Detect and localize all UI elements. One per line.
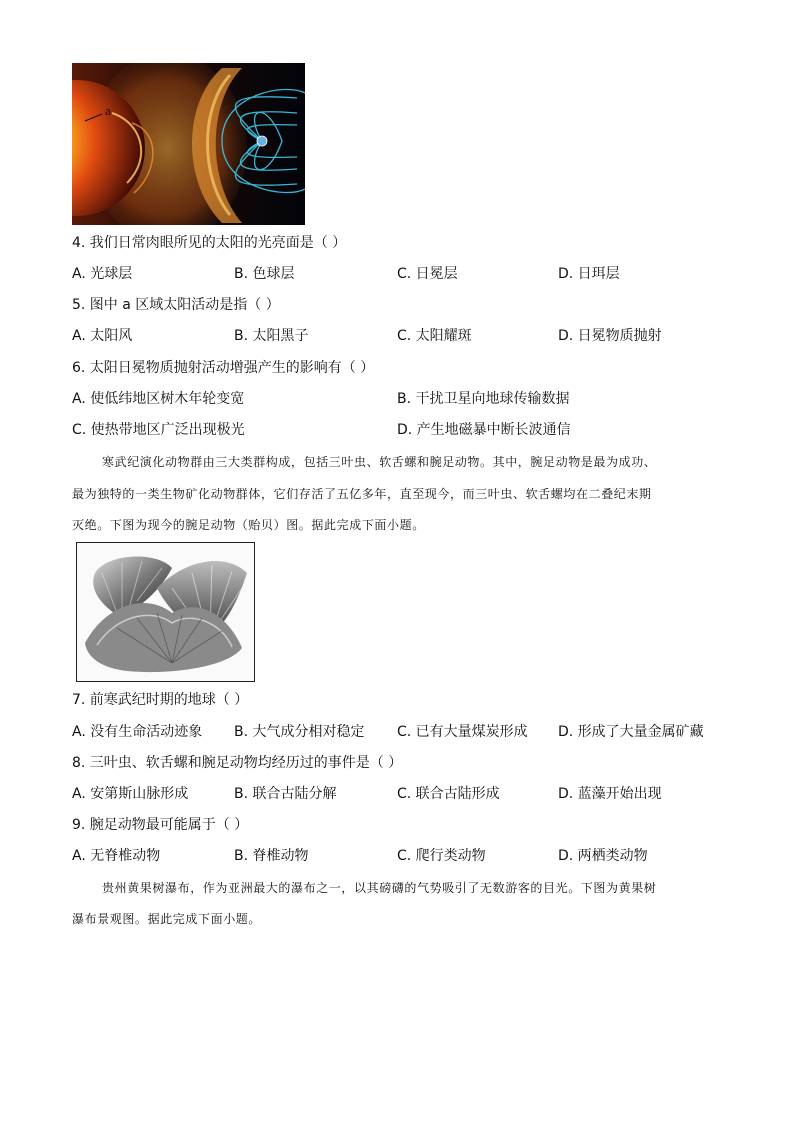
sun-magnetosphere-illustration [72, 63, 305, 225]
brachiopod-shell-illustration [77, 543, 254, 681]
question-4-option-c[interactable]: C. 日冕层 [397, 266, 458, 282]
passage-1-line-1: 寒武纪演化动物群由三大类群构成，包括三叶虫、软舌螺和腕足动物。其中，腕足动物是最为成功、 [102, 455, 657, 469]
question-5-option-d[interactable]: D. 日冕物质抛射 [558, 328, 662, 344]
question-6-option-b[interactable]: B. 干扰卫星向地球传输数据 [397, 391, 570, 407]
question-7-option-d[interactable]: D. 形成了大量金属矿藏 [558, 724, 704, 740]
question-9-option-b[interactable]: B. 脊椎动物 [234, 848, 309, 864]
question-8-option-d[interactable]: D. 蓝藻开始出现 [558, 786, 662, 802]
question-8-stem: 8. 三叶虫、软舌螺和腕足动物均经历过的事件是（ ） [72, 755, 403, 771]
brachiopod-shell-figure [76, 542, 255, 682]
passage-2-line-2: 瀑布景观图。据此完成下面小题。 [72, 912, 262, 926]
question-5-option-a[interactable]: A. 太阳风 [72, 328, 133, 344]
question-4-option-a[interactable]: A. 光球层 [72, 266, 133, 282]
question-5-stem: 5. 图中 a 区域太阳活动是指（ ） [72, 297, 280, 313]
question-7-option-a[interactable]: A. 没有生命活动迹象 [72, 724, 203, 740]
question-9-stem: 9. 腕足动物最可能属于（ ） [72, 817, 249, 833]
sun-magnetosphere-figure [72, 63, 305, 225]
passage-1-line-3: 灭绝。下图为现今的腕足动物（贻贝）图。据此完成下面小题。 [72, 518, 425, 532]
question-8-option-b[interactable]: B. 联合古陆分解 [234, 786, 337, 802]
question-7-option-b[interactable]: B. 大气成分相对稳定 [234, 724, 365, 740]
passage-1-line-2: 最为独特的一类生物矿化动物群体，它们存活了五亿多年，直至现今，而三叶虫、软舌螺均在二叠纪末期 [72, 487, 652, 501]
question-6-stem: 6. 太阳日冕物质抛射活动增强产生的影响有（ ） [72, 360, 375, 376]
question-8-option-c[interactable]: C. 联合古陆形成 [397, 786, 500, 802]
question-5-option-c[interactable]: C. 太阳耀斑 [397, 328, 472, 344]
question-7-stem: 7. 前寒武纪时期的地球（ ） [72, 692, 249, 708]
question-9-option-d[interactable]: D. 两栖类动物 [558, 848, 648, 864]
question-4-option-b[interactable]: B. 色球层 [234, 266, 295, 282]
figure-label-a: a [105, 103, 111, 118]
question-8-option-a[interactable]: A. 安第斯山脉形成 [72, 786, 189, 802]
question-6-option-c[interactable]: C. 使热带地区广泛出现极光 [72, 422, 245, 438]
passage-2-line-1: 贵州黄果树瀑布，作为亚洲最大的瀑布之一，以其磅礴的气势吸引了无数游客的目光。下图为黄果树 [102, 881, 657, 895]
question-5-option-b[interactable]: B. 太阳黑子 [234, 328, 309, 344]
earth-icon [257, 136, 267, 146]
question-6-option-d[interactable]: D. 产生地磁暴中断长波通信 [397, 422, 571, 438]
question-6-option-a[interactable]: A. 使低纬地区树木年轮变宽 [72, 391, 245, 407]
question-4-option-d[interactable]: D. 日珥层 [558, 266, 620, 282]
question-9-option-a[interactable]: A. 无脊椎动物 [72, 848, 161, 864]
question-9-option-c[interactable]: C. 爬行类动物 [397, 848, 486, 864]
question-7-option-c[interactable]: C. 已有大量煤炭形成 [397, 724, 528, 740]
question-4-stem: 4. 我们日常肉眼所见的太阳的光亮面是（ ） [72, 235, 347, 251]
